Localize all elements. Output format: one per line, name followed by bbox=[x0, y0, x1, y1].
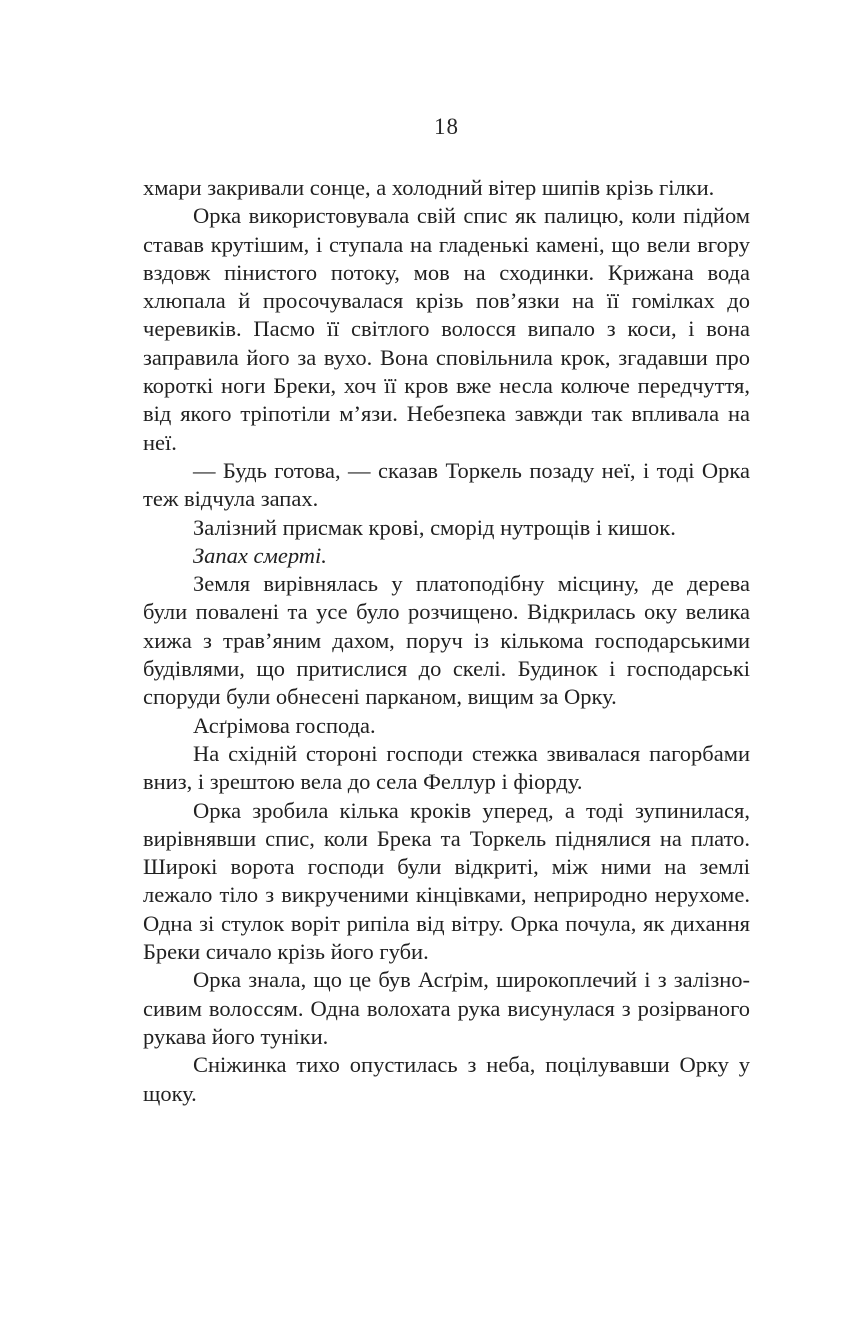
paragraph: Орка використовувала свій спис як палицю, коли підйом ставав крутішим, і ступала на гладенькі камені, що вели вгору вздовж пінистого потоку, мов на сходинки. Крижана вода хлюпала й просочувалася крізь пов’язки на її гомілках до черевиків. Пасмо її світлого волосся випало з коси, і вона заправила його за вухо. Вона сповільнила крок, згадавши про короткі ноги Бреки, хоч її кров вже несла колюче передчуття, від якого тріпотіли м’язи. Небезпека завжди так впливала на неї. bbox=[143, 203, 750, 455]
text-block bbox=[143, 174, 750, 1108]
page-number: 18 bbox=[434, 114, 459, 139]
paragraph: Сніжинка тихо опустилась з неба, поцілувавши Орку у щоку. bbox=[143, 1052, 750, 1106]
paragraph-italic: Запах смерті. bbox=[193, 542, 327, 568]
paragraph: Залізний присмак крові, сморід нутрощів і кишок. bbox=[193, 514, 676, 540]
paragraph: Орка знала, що це був Асґрім, широкоплечий і з залізно-сивим волоссям. Одна волохата рука висунулася з розірваного рукава його туніки. bbox=[143, 967, 750, 1049]
paragraph: Орка зробила кілька кроків уперед, а тоді зупинилася, вирівнявши спис, коли Брека та Торкель піднялися на плато. Широкі ворота господи були відкриті, між ними на землі лежало тіло з викрученими кінцівками, неприродно нерухоме. Одна зі стулок воріт рипіла від вітру. Орка почула, як дихання Бреки сичало крізь його губи. bbox=[143, 797, 750, 965]
paragraph: хмари закривали сонце, а холодний вітер шипів крізь гілки. bbox=[143, 175, 715, 200]
paragraph-dialogue: — Будь готова, — сказав Торкель позаду неї, і тоді Орка теж відчула запах. bbox=[143, 457, 750, 512]
paragraph: Земля вирівнялась у платоподібну місцину, де дерева були повалені та усе було розчищено. Відкрилась оку велика хижа з трав’яним дахом, поруч із кількома господарськими будівлями, що притислися до скелі. Будинок і господарські споруди були обнесені парканом, вищим за Орку. bbox=[143, 571, 750, 710]
paragraph: На східній стороні господи стежка звивалася пагорбами вниз, і зрештою вела до села Феллур і фіорду. bbox=[143, 740, 750, 795]
paragraph: Асґрімова господа. bbox=[193, 712, 376, 738]
